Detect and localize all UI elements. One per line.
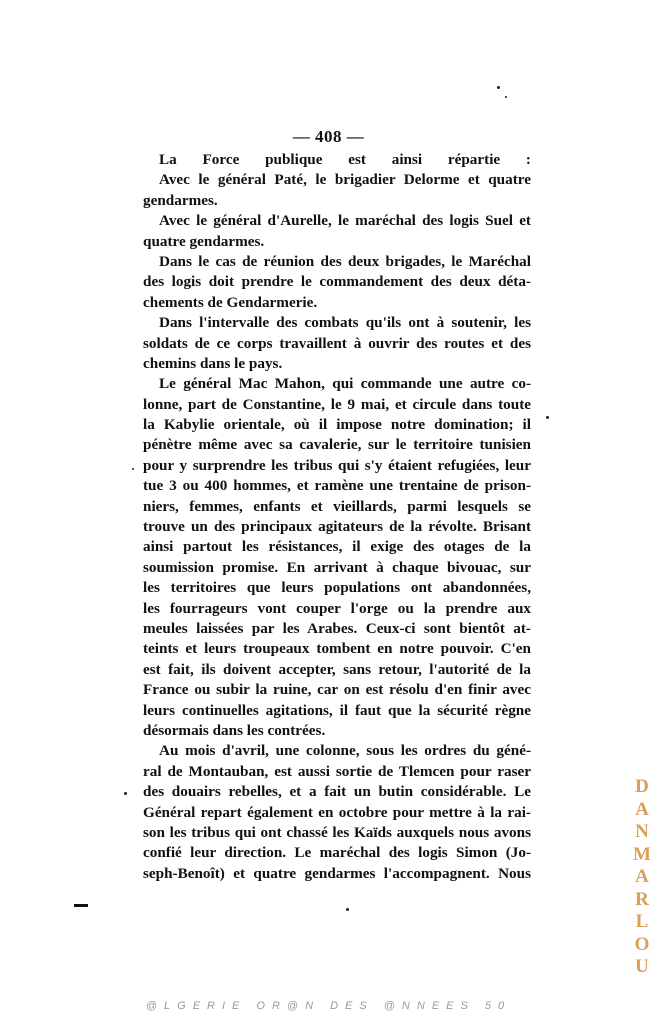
text-line: son les tribus qui ont chassé les Kaïds auxquels nous avons [143,823,531,841]
text-line: Dans l'intervalle des combats qu'ils ont à soutenir, les [159,314,531,332]
text-line: les territoires que leurs populations ont abandonnées, [143,579,531,597]
text-line: ral de Montauban, est aussi sortie de Tlemcen pour raser [143,762,531,780]
text-line: chements de Gendarmerie. [143,293,318,311]
body-text [143,150,531,884]
text-line: ainsi partout les résistances, il exige des otages de la [143,538,531,556]
text-line: Le général Mac Mahon, qui commande une autre co- [159,375,531,393]
page-number: — 408 — [292,127,365,146]
text-line: La Force publique est ainsi répartie : [159,151,531,168]
watermark-letter: A [635,798,649,820]
bottom-watermark: @LGERIE OR@N DES @NNEES 50 [145,1000,512,1012]
margin-mark [74,904,88,907]
watermark-letter: L [635,911,649,932]
text-line: Avec le général d'Aurelle, le maréchal des logis Suel et [159,212,531,230]
text-line: soldats de ce corps travaillent à ouvrir des routes et des [143,334,531,352]
text-line: gendarmes. [143,191,218,209]
text-line: Dans le cas de réunion des deux brigades, le Maréchal [159,252,531,270]
side-watermark [630,776,654,979]
text-line: pénètre même avec sa cavalerie, sur le territoire tunisien [143,436,531,454]
text-line: les fourrageurs vont couper l'orge ou la prendre aux [143,599,531,617]
watermark-letter: R [635,888,649,910]
watermark-letter: M [633,843,651,865]
watermark-letter: O [634,933,650,955]
text-line: tue 3 ou 400 hommes, et ramène une trentaine de prison- [143,477,531,495]
text-line: seph-Benoît) et quatre gendarmes l'accompagnent. Nous [143,864,531,882]
text-line: leurs continuelles agitations, il faut que la sécurité règne [143,701,531,719]
text-line: niers, femmes, enfants et vieillards, parmi lesquels se [143,497,531,515]
text-line: désormais dans les contrées. [143,721,326,739]
watermark-letter: U [635,956,649,977]
text-line: Avec le général Paté, le brigadier Delorme et quatre [159,171,531,189]
text-line: confié leur direction. Le maréchal des logis Simon (Jo- [143,844,531,862]
text-line: meules laissées par les Arabes. Ceux-ci sont bientôt at- [143,619,531,637]
speck [132,468,134,470]
watermark-letter: N [635,821,649,842]
text-line: des logis doit prendre le commandement des deux déta- [143,273,531,291]
text-line: soumission promise. En arrivant à chaque bivouac, sur [143,558,531,576]
text-line: trouve un des principaux agitateurs de la révolte. Brisant [143,518,531,536]
text-line: quatre gendarmes. [143,232,265,250]
speck [346,908,349,911]
text-line: lonne, part de Constantine, le 9 mai, et circule dans toute [143,395,531,413]
text-line: des douairs rebelles, et a fait un butin considérable. Le [143,783,531,801]
watermark-letter: D [635,776,649,797]
text-line: chemins dans le pays. [143,354,283,372]
watermark-letter: A [635,866,649,887]
speck [497,86,500,89]
speck [124,792,127,795]
text-line: teints et leurs troupeaux tombent en notre pouvoir. C'en [143,640,531,658]
text-line: France ou subir la ruine, car on est résolu d'en finir avec [143,681,531,699]
speck [505,96,507,98]
text-line: est fait, ils doivent accepter, sans retour, l'autorité de la [143,660,531,678]
text-line: Général repart également en octobre pour mettre à la rai- [143,803,531,821]
text-line: Au mois d'avril, une colonne, sous les ordres du géné- [159,742,531,760]
text-line: la Kabylie orientale, où il impose notre domination; il [143,416,531,434]
speck [546,416,549,419]
text-line: pour y surprendre les tribus qui s'y étaient refugiées, leur [143,456,531,474]
